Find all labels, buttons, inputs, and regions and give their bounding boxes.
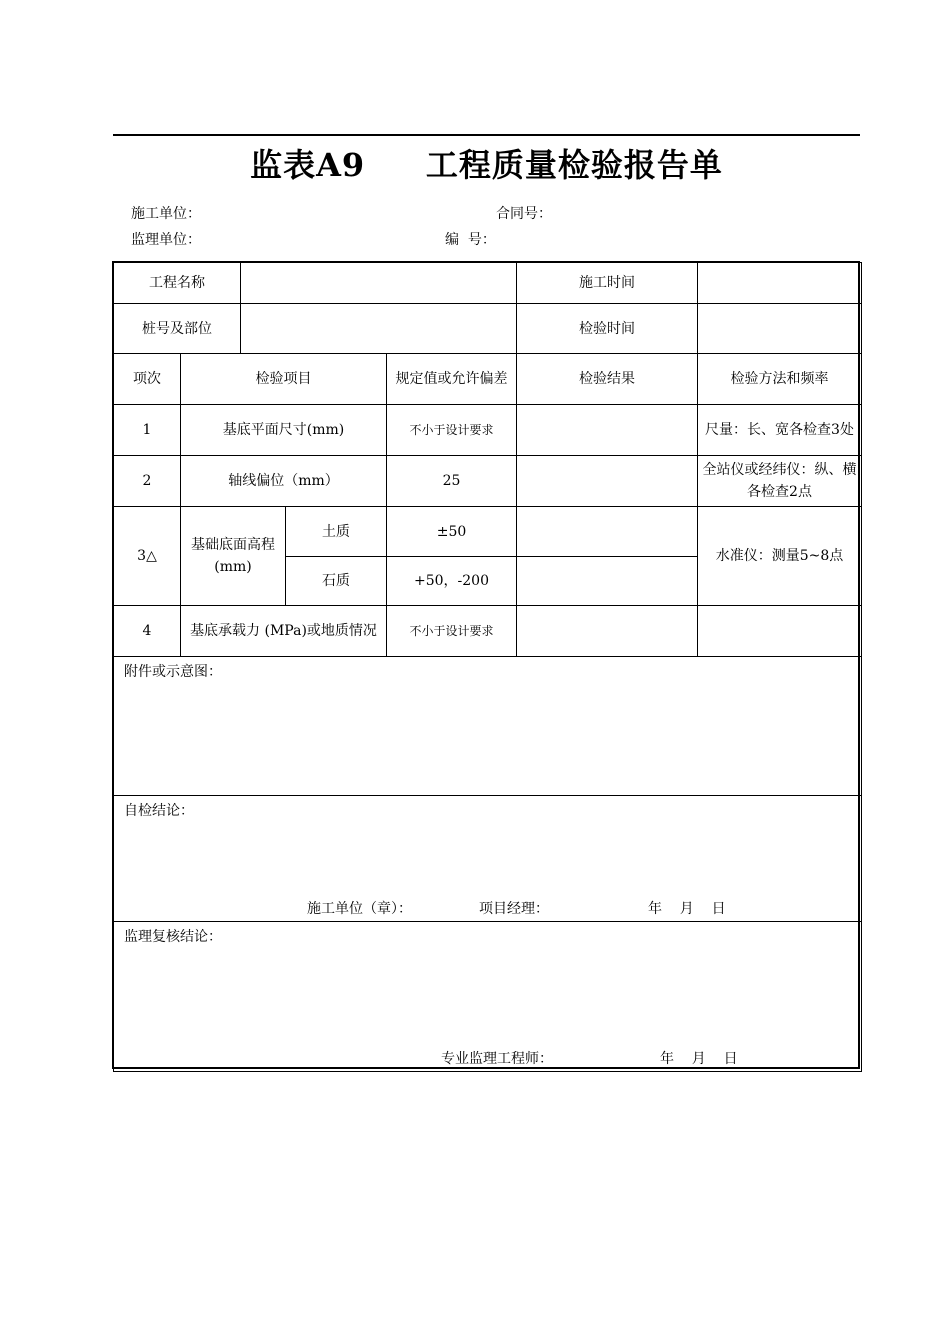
review-date-label: 年 月 日 [660, 1051, 738, 1067]
specified-value: 25 [387, 456, 517, 507]
col-method: 检验方法和频率 [698, 354, 862, 405]
station-location-label: 桩号及部位 [114, 304, 241, 354]
method: 尺量：长、宽各检查3处 [698, 405, 862, 456]
supervision-review-label: 监理复核结论： [124, 929, 222, 945]
item-no: 4 [114, 606, 181, 657]
inspection-report-table [113, 262, 862, 1072]
self-check-row [114, 796, 862, 922]
attachment-row [114, 657, 862, 796]
result-field[interactable] [517, 606, 698, 657]
specified-value: 不小于设计要求 [387, 606, 517, 657]
inspection-time-label: 检验时间 [517, 304, 698, 354]
column-header-row [114, 354, 862, 405]
supervising-engineer-label: 专业监理工程师： [441, 1051, 553, 1067]
sub-item-label: 土质 [286, 507, 387, 557]
construction-time-field[interactable] [698, 263, 862, 304]
result-field[interactable] [517, 456, 698, 507]
supervision-unit-label: 监理单位： [131, 232, 201, 248]
attachment-label: 附件或示意图： [124, 664, 222, 680]
self-check-area[interactable] [114, 796, 862, 922]
sub-item-label: 石质 [286, 557, 387, 606]
col-result: 检验结果 [517, 354, 698, 405]
inspection-item: 基底承载力 (MPa)或地质情况 [181, 606, 387, 657]
unit-seal-label: 施工单位（章）： [307, 901, 412, 917]
inspection-item: 基底平面尺寸(mm) [181, 405, 387, 456]
table-row [114, 405, 862, 456]
page-title: 监表A9 工程质量检验报告单 [250, 146, 723, 184]
result-field[interactable] [517, 405, 698, 456]
title-top-rule [113, 134, 860, 136]
method [698, 606, 862, 657]
table-row [114, 456, 862, 507]
attachment-area[interactable] [114, 657, 862, 796]
specified-value: ±50 [387, 507, 517, 557]
specified-value: +50，-200 [387, 557, 517, 606]
result-field[interactable] [517, 557, 698, 606]
result-field[interactable] [517, 507, 698, 557]
construction-unit-label: 施工单位： [131, 206, 201, 222]
specified-value: 不小于设计要求 [387, 405, 517, 456]
col-inspection-item: 检验项目 [181, 354, 387, 405]
method: 水准仪：测量5~8点 [698, 507, 862, 606]
table-row [114, 606, 862, 657]
station-location-field[interactable] [241, 304, 517, 354]
col-item-no: 项次 [114, 354, 181, 405]
project-name-field[interactable] [241, 263, 517, 304]
project-name-label: 工程名称 [114, 263, 241, 304]
construction-time-label: 施工时间 [517, 263, 698, 304]
contract-no-label: 合同号： [496, 206, 552, 222]
supervision-review-row [114, 922, 862, 1072]
project-manager-label: 项目经理： [479, 901, 549, 917]
item-no: 3△ [114, 507, 181, 606]
item-no: 2 [114, 456, 181, 507]
serial-no-label: 编 号： [445, 232, 496, 248]
inspection-item: 轴线偏位（mm） [181, 456, 387, 507]
station-location-row [114, 304, 862, 354]
method: 全站仪或经纬仪：纵、横各检查2点 [698, 456, 862, 507]
inspection-time-field[interactable] [698, 304, 862, 354]
supervision-review-area[interactable] [114, 922, 862, 1072]
self-check-label: 自检结论： [124, 803, 194, 819]
table-row [114, 507, 862, 557]
item-no: 1 [114, 405, 181, 456]
project-name-row [114, 263, 862, 304]
inspection-item: 基础底面高程(mm) [181, 507, 286, 606]
col-specified-value: 规定值或允许偏差 [387, 354, 517, 405]
self-check-date-label: 年 月 日 [648, 901, 726, 917]
